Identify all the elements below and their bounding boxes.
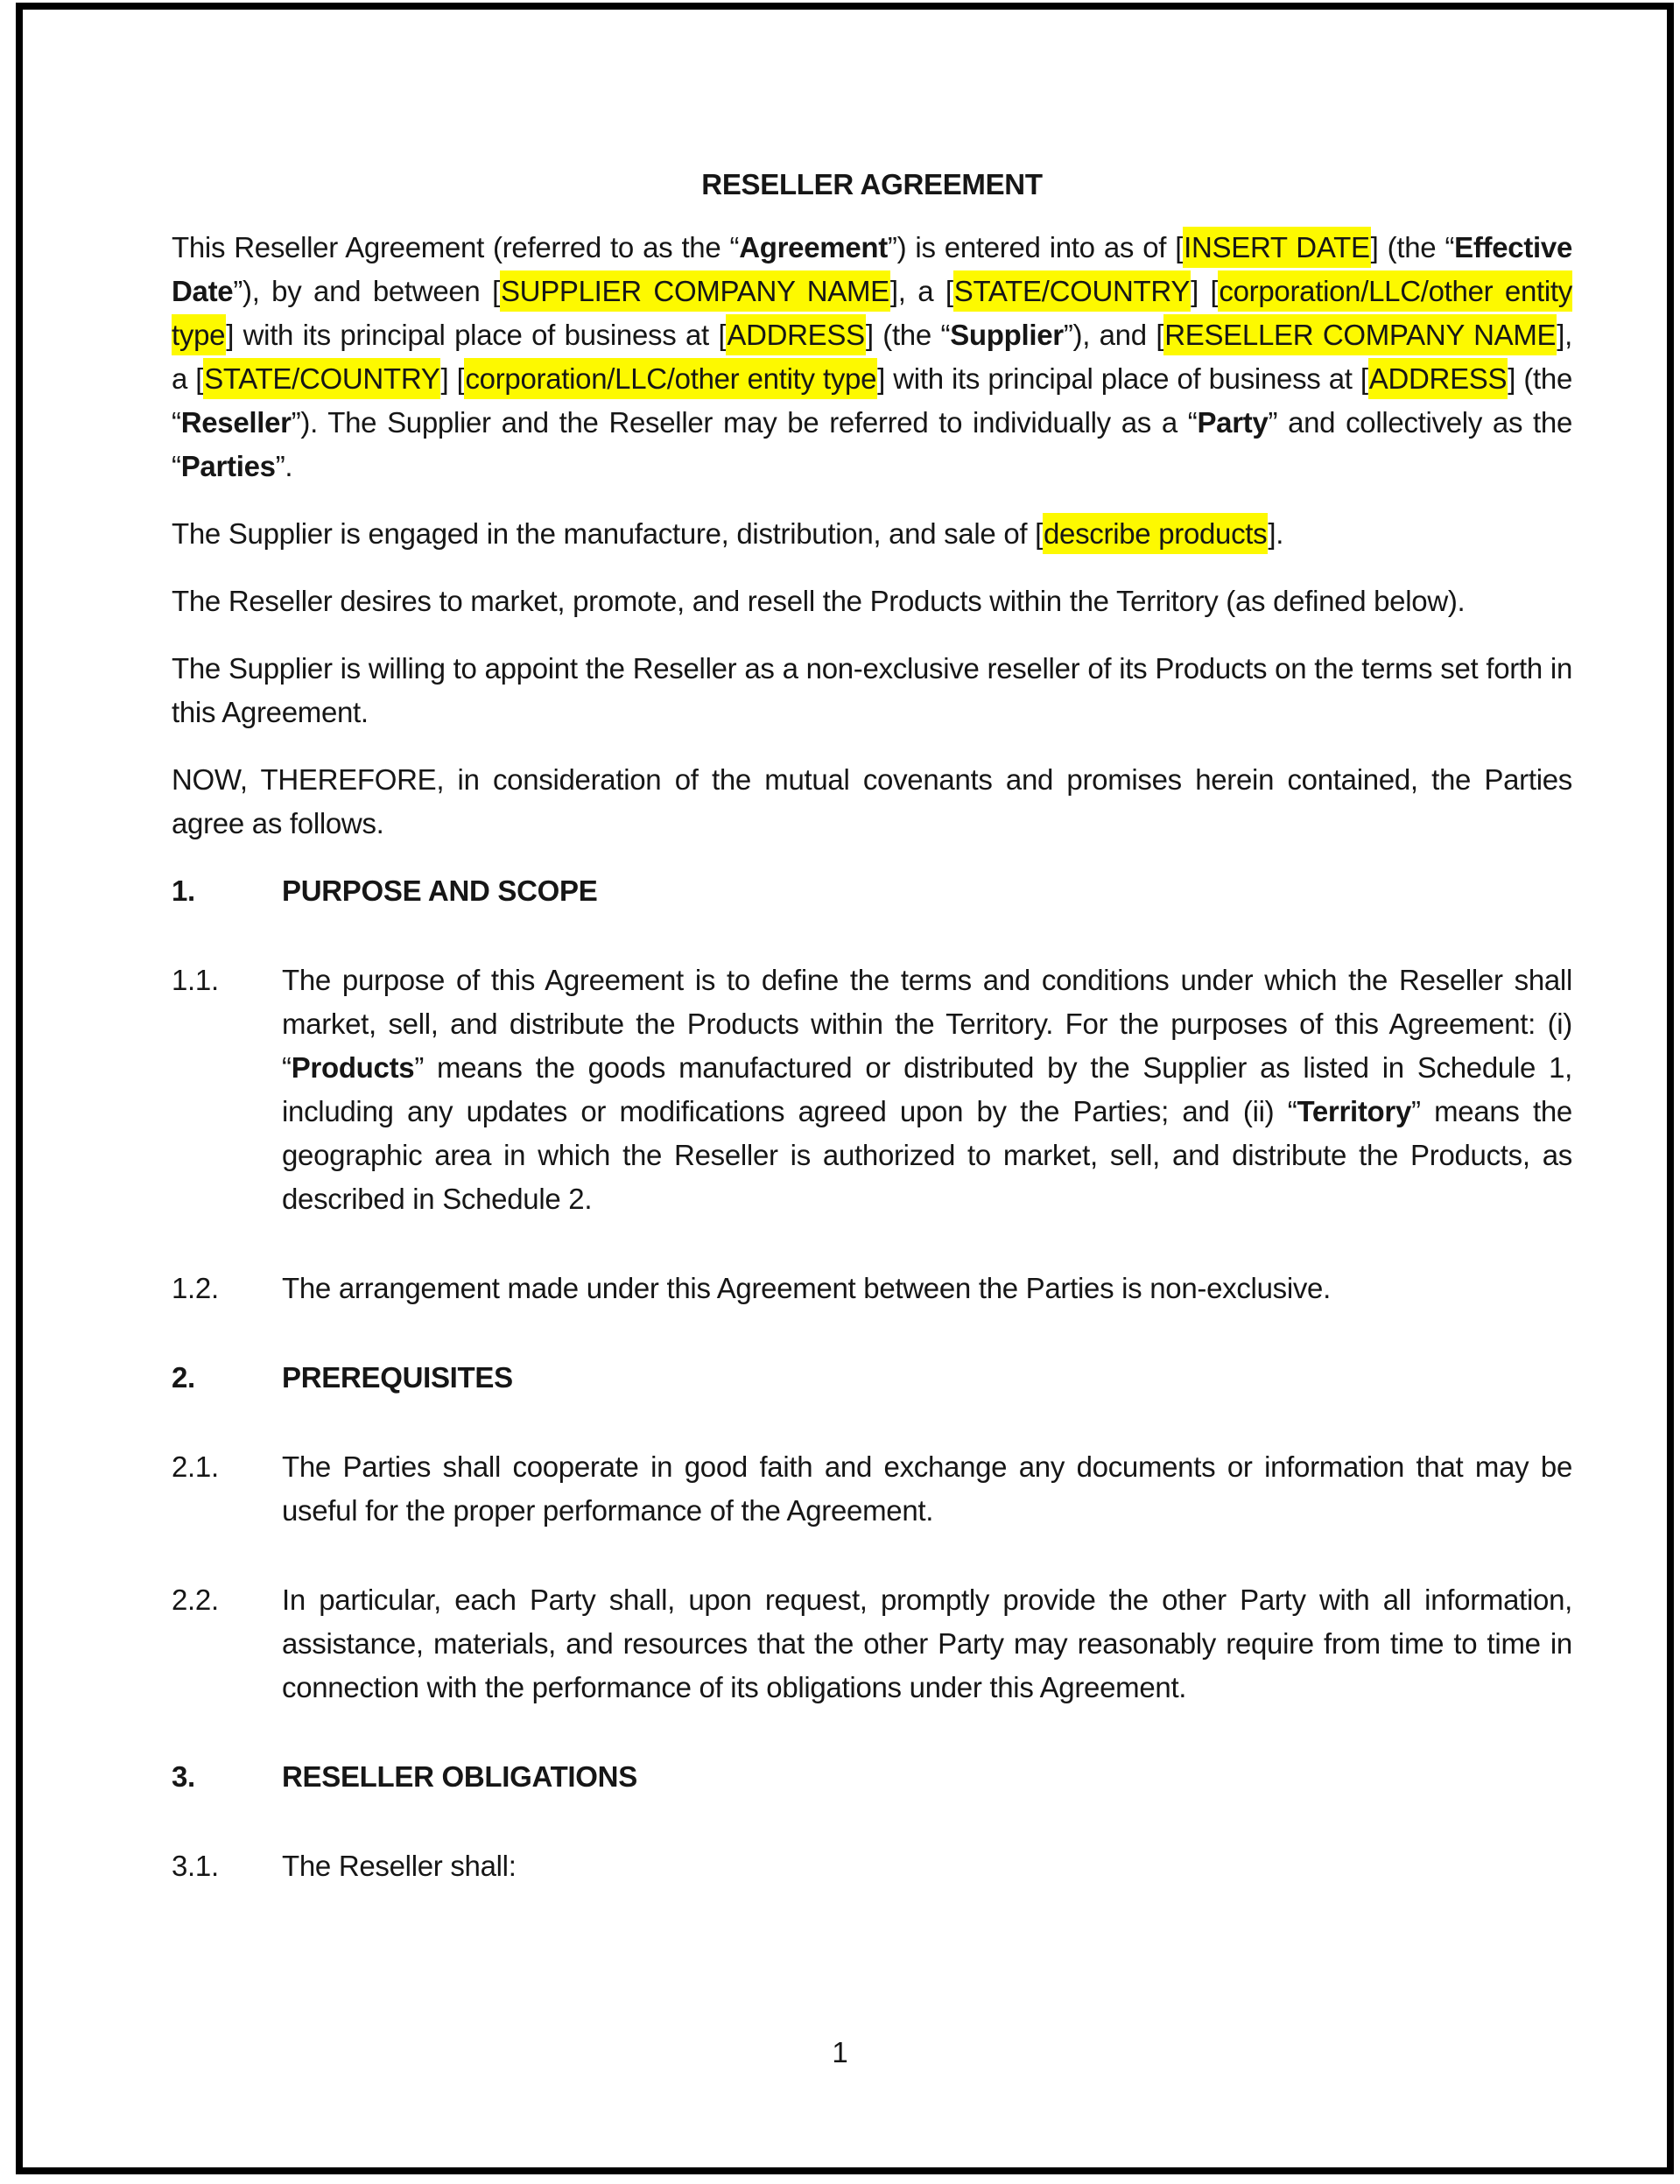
clause-2-2 [172, 1578, 1572, 1710]
document-content [172, 163, 1572, 1934]
clause-1-1-text: The purpose of this Agreement is to define the terms and conditions under which the Reseller shall market, sell, and distribute the Products within the Territory. For the purposes of this Agreement: (i) “Products” means the goods manufactured or distributed by the Supplier as listed in Schedule 1, including any updates or modifications agreed upon by the Parties; and (ii) “Territory” means the geographic area in which the Reseller is authorized to market, sell, and distribute the Products, as described in Schedule 2. [282, 964, 1572, 1215]
intro-paragraph-5: NOW, THEREFORE, in consideration of the mutual covenants and promises herein contained, the Parties agree as follows. [172, 763, 1572, 839]
intro-paragraph-4: The Supplier is willing to appoint the Reseller as a non-exclusive reseller of its Products on the terms set forth in this Agreement. [172, 652, 1572, 728]
clause-1-1-number: 1.1. [172, 964, 219, 996]
section-1-heading [172, 869, 1572, 913]
section-3-title: RESELLER OBLIGATIONS [282, 1760, 637, 1793]
section-2-number: 2. [172, 1361, 195, 1394]
section-2-title: PREREQUISITES [282, 1361, 513, 1394]
page-number: 1 [832, 2036, 848, 2068]
section-2-heading [172, 1356, 1572, 1400]
clause-1-2-number: 1.2. [172, 1272, 219, 1304]
clause-2-1-text: The Parties shall cooperate in good faith and exchange any documents or information that may be useful for the proper performance of the Agreement. [282, 1450, 1572, 1527]
clause-2-2-number: 2.2. [172, 1584, 219, 1616]
section-3-heading [172, 1755, 1572, 1799]
clause-1-2-text: The arrangement made under this Agreement between the Parties is non-exclusive. [282, 1272, 1331, 1304]
document-title: RESELLER AGREEMENT [701, 168, 1043, 200]
clause-2-2-text: In particular, each Party shall, upon request, promptly provide the other Party with all information, assistance, materials, and resources that the other Party may reasonably require from time to time in connection with the performance of its obligations under this Agreement. [282, 1584, 1572, 1703]
section-3-number: 3. [172, 1760, 195, 1793]
clause-2-1 [172, 1445, 1572, 1533]
intro-paragraph-1: This Reseller Agreement (referred to as the “Agreement”) is entered into as of [INSERT DATE] (the “Effective Date”), by and between [SUPPLIER COMPANY NAME], a [STATE/COUNTRY] [corporation/LLC/other entity type] with its principal place of business at [ADDRESS] (the “Supplier”), and [RESELLER COMPANY NAME], a [STATE/COUNTRY] [corporation/LLC/other entity type] with its principal place of business at [ADDRESS] (the “Reseller”). The Supplier and the Reseller may be referred to individually as a “Party” and collectively as the “Parties”. [172, 226, 1572, 488]
intro-paragraph-3: The Reseller desires to market, promote, and resell the Products within the Territory (as defined below). [172, 585, 1466, 617]
clause-3-1-number: 3.1. [172, 1850, 219, 1882]
section-1-number: 1. [172, 874, 195, 907]
clause-1-2 [172, 1267, 1572, 1310]
clause-3-1-text: The Reseller shall: [282, 1850, 517, 1882]
section-1-title: PURPOSE AND SCOPE [282, 874, 598, 907]
clause-1-1 [172, 959, 1572, 1221]
intro-paragraph-2: The Supplier is engaged in the manufacture, distribution, and sale of [describe products]. [172, 512, 1572, 556]
clause-2-1-number: 2.1. [172, 1450, 219, 1483]
clause-3-1 [172, 1844, 1572, 1888]
